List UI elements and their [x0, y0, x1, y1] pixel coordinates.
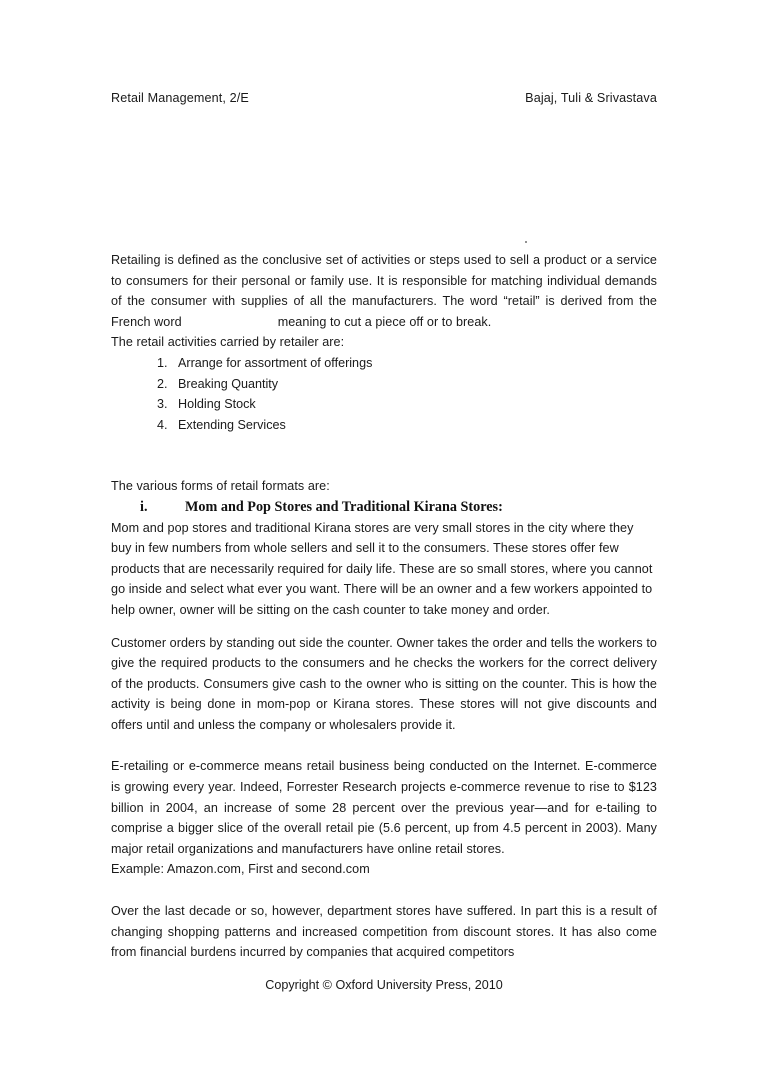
retail-activities-list: [111, 353, 657, 435]
eretailing-example: Example: Amazon.com, First and second.com: [111, 862, 370, 877]
spacer: [111, 735, 657, 756]
copyright-notice: Copyright © Oxford University Press, 2010: [265, 978, 503, 992]
intro-paragraph-continued: meaning to cut a piece off or to break.: [277, 314, 492, 329]
list-item: [111, 374, 657, 395]
spacer: [111, 880, 657, 901]
activities-lead: The retail activities carried by retailer are:: [111, 335, 345, 350]
customer-orders-paragraph: Customer orders by standing out side the counter. Owner takes the order and tells the workers to give the required products to the consumers and he checks the workers for the correct delivery of the products. Consumers give cash to the owner who is sitting on the counter. This is how the activity is being done in mom-pop or Kirana stores. These stores will not give discounts and offers until and unless the company or wholesalers provide it.: [111, 635, 657, 732]
formats-lead: The various forms of retail formats are:: [111, 479, 330, 494]
format-heading-numeral: i.: [140, 498, 148, 515]
list-item-label: Breaking Quantity: [178, 376, 279, 391]
list-item-number: 4.: [157, 417, 168, 432]
list-item-number: 1.: [157, 355, 168, 370]
list-item-number: 2.: [157, 376, 168, 391]
format-heading: [111, 497, 657, 518]
list-item-label: Extending Services: [178, 417, 286, 432]
list-item: [111, 415, 657, 436]
running-head: [111, 91, 657, 107]
spacer: [111, 435, 657, 476]
list-item-label: Arrange for assortment of offerings: [178, 355, 373, 370]
list-item-label: Holding Stock: [178, 397, 256, 412]
stray-period-artifact: [525, 241, 527, 243]
running-head-left: Retail Management, 2/E: [111, 91, 249, 105]
intro-paragraph: [111, 250, 657, 332]
list-item-number: 3.: [157, 397, 168, 412]
department-stores-paragraph: Over the last decade or so, however, department stores have suffered. In part this is a result of changing shopping patterns and increased competition from discount stores. It has also come from financial burdens incurred by companies that acquired competitors: [111, 904, 657, 960]
eretailing-paragraph: E-retailing or e-commerce means retail business being conducted on the Internet. E-commerce is growing every year. Indeed, Forrester Research projects e-commerce revenue to rise to $123 billion in 2004, an increase of some 28 percent over the previous year—and for e-tailing to comprise a bigger slice of the overall retail pie (5.6 percent, up from 4.5 percent in 2003). Many major retail organizations and manufacturers have online retail stores.: [111, 759, 657, 856]
running-head-right: Bajaj, Tuli & Srivastava: [525, 91, 657, 105]
kirana-paragraph: Mom and pop stores and traditional Kirana stores are very small stores in the city where they buy in few numbers from whole sellers and sell it to the consumers. These stores offer few products that are necessarily required for daily life. These are so small stores, where you cannot go inside and select what ever you want. There will be an owner and a few workers appointed to help owner, owner will be sitting on the cash counter to take money and order.: [111, 520, 653, 617]
page-footer: [0, 978, 768, 994]
list-item: [111, 353, 657, 374]
format-heading-text: Mom and Pop Stores and Traditional Kirana Stores:: [185, 498, 503, 515]
document-body: [111, 250, 657, 963]
intro-paragraph-text: Retailing is defined as the conclusive set of activities or steps used to sell a product or a service to consumers for their personal or family use. It is responsible for matching individual demands of the consumer with supplies of all the manufacturers. The word “retail” is derived from the French word: [111, 253, 657, 329]
spacer: [111, 621, 657, 633]
list-item: [111, 394, 657, 415]
